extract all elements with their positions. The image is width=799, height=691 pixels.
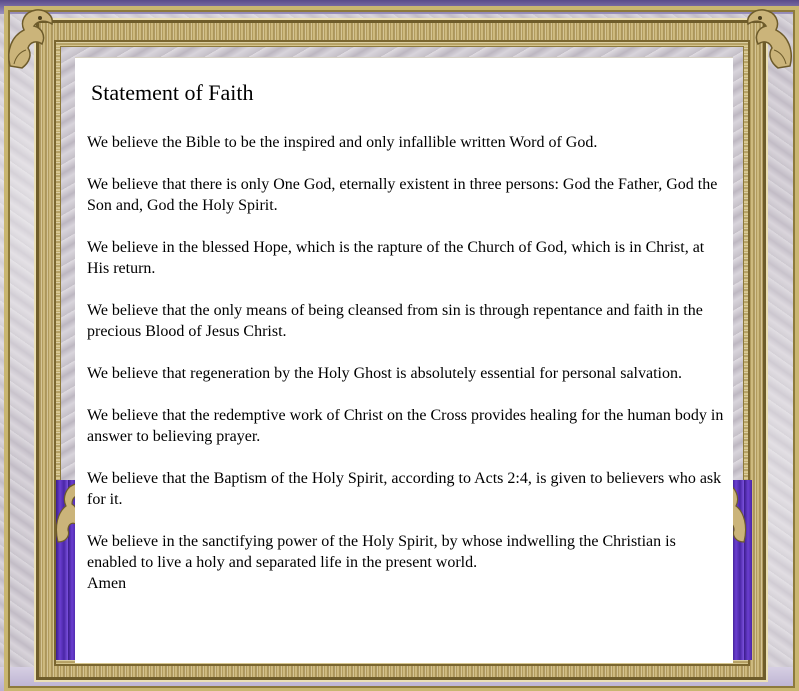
statement-text: We believe in the sanctifying power of the Holy Spirit, by whose indwelling the Christian is enabled to live a holy and separated life in the present world.	[87, 533, 676, 571]
statement-item: We believe that the Baptism of the Holy Spirit, according to Acts 2:4, is given to believers who ask for it.	[87, 470, 722, 508]
statement-list	[87, 132, 727, 594]
statement-panel	[75, 57, 733, 663]
closing-amen: Amen	[87, 575, 127, 592]
statement-item	[87, 531, 727, 594]
statement-item: We believe that the redemptive work of Christ on the Cross provides healing for the human body in answer to believing prayer.	[87, 407, 724, 445]
statement-item: We believe in the blessed Hope, which is the rapture of the Church of God, which is in Christ, at His return.	[87, 239, 705, 277]
page-title: Statement of Faith	[91, 80, 254, 105]
statement-item: We believe the Bible to be the inspired and only infallible written Word of God.	[87, 134, 598, 151]
griffin-ornament-icon	[2, 6, 60, 74]
statement-item: We believe that regeneration by the Holy Ghost is absolutely essential for personal salvation.	[87, 365, 682, 382]
statement-item: We believe that there is only One God, eternally existent in three persons: God the Father, God the Son and, God the Holy Spirit.	[87, 176, 718, 214]
griffin-ornament-icon	[740, 6, 798, 74]
statement-item: We believe that the only means of being cleansed from sin is through repentance and faith in the precious Blood of Jesus Christ.	[87, 302, 703, 340]
